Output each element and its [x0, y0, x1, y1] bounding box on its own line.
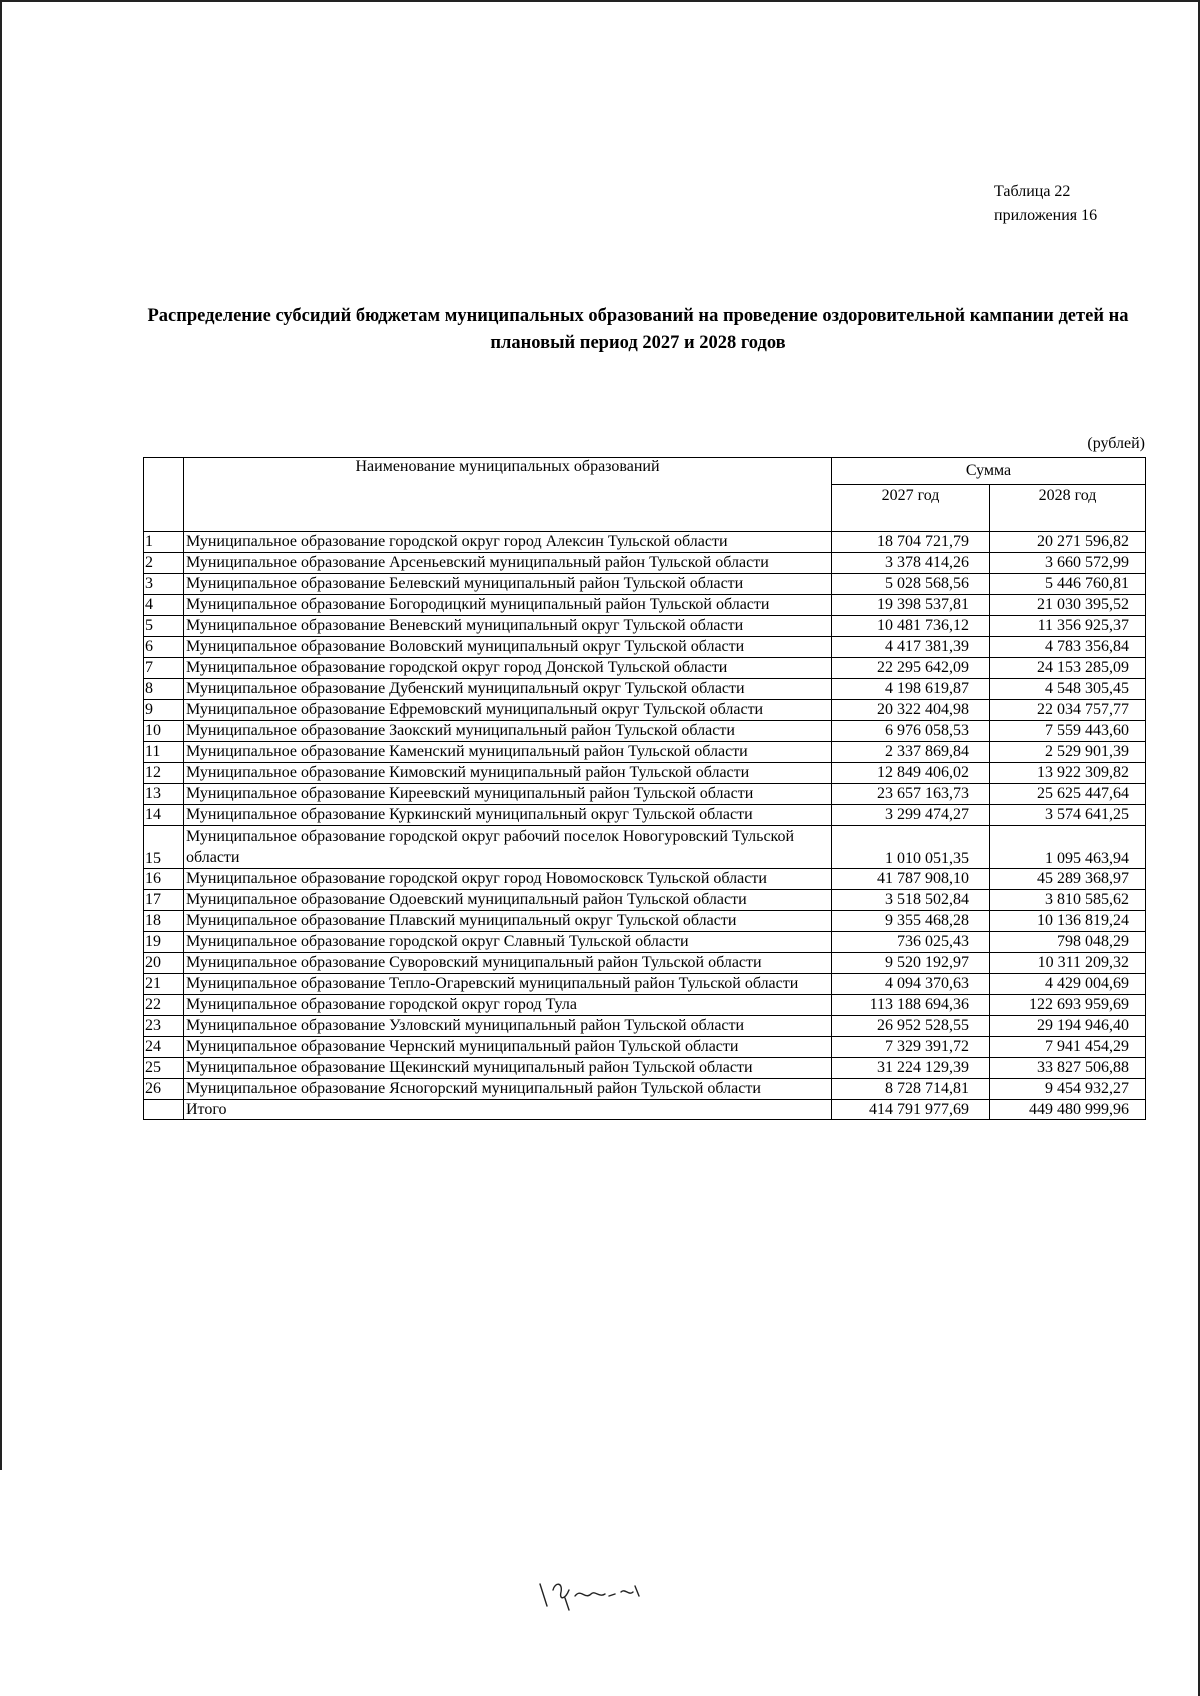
row-amount-2028: 10 311 209,32 — [990, 953, 1146, 974]
row-amount-2028: 2 529 901,39 — [990, 742, 1146, 763]
row-number: 14 — [144, 805, 184, 826]
row-amount-2028: 11 356 925,37 — [990, 616, 1146, 637]
row-number: 6 — [144, 637, 184, 658]
table-row — [144, 911, 1146, 932]
row-municipality-name: Муниципальное образование Дубенский муниципальный округ Тульской области — [184, 679, 832, 700]
table-row — [144, 553, 1146, 574]
table-number: Таблица 22 — [994, 183, 1071, 200]
row-amount-2027: 9 355 468,28 — [832, 911, 990, 932]
row-municipality-name: Муниципальное образование Ефремовский муниципальный округ Тульской области — [184, 700, 832, 721]
row-municipality-name: Муниципальное образование городской округ город Донской Тульской области — [184, 658, 832, 679]
row-number: 25 — [144, 1058, 184, 1079]
table-row — [144, 763, 1146, 784]
row-amount-2027: 9 520 192,97 — [832, 953, 990, 974]
table-row — [144, 826, 1146, 869]
total-2028: 449 480 999,96 — [990, 1100, 1146, 1120]
row-municipality-name: Муниципальное образование Заокский муниципальный район Тульской области — [184, 721, 832, 742]
row-number: 19 — [144, 932, 184, 953]
table-row — [144, 658, 1146, 679]
row-municipality-name: Муниципальное образование Арсеньевский муниципальный район Тульской области — [184, 553, 832, 574]
table-row — [144, 953, 1146, 974]
row-amount-2028: 4 783 356,84 — [990, 637, 1146, 658]
row-number: 12 — [144, 763, 184, 784]
scan-border-left — [0, 0, 2, 1470]
row-number: 1 — [144, 532, 184, 553]
row-municipality-name: Муниципальное образование Воловский муниципальный округ Тульской области — [184, 637, 832, 658]
table-row — [144, 595, 1146, 616]
row-amount-2028: 122 693 959,69 — [990, 995, 1146, 1016]
row-amount-2028: 33 827 506,88 — [990, 1058, 1146, 1079]
table-row — [144, 532, 1146, 553]
row-amount-2027: 3 299 474,27 — [832, 805, 990, 826]
table-body — [144, 532, 1146, 1100]
row-amount-2028: 29 194 946,40 — [990, 1016, 1146, 1037]
row-amount-2028: 24 153 285,09 — [990, 658, 1146, 679]
subsidy-table — [143, 457, 1146, 1120]
row-municipality-name: Муниципальное образование Чернский муниципальный район Тульской области — [184, 1037, 832, 1058]
row-municipality-name: Муниципальное образование Веневский муниципальный округ Тульской области — [184, 616, 832, 637]
row-amount-2028: 3 660 572,99 — [990, 553, 1146, 574]
row-number: 13 — [144, 784, 184, 805]
row-number: 4 — [144, 595, 184, 616]
scan-border-top — [0, 0, 1200, 2]
row-amount-2027: 4 417 381,39 — [832, 637, 990, 658]
table-row — [144, 574, 1146, 595]
row-number: 26 — [144, 1079, 184, 1100]
row-municipality-name: Муниципальное образование городской округ город Алексин Тульской области — [184, 532, 832, 553]
row-number: 17 — [144, 890, 184, 911]
table-row — [144, 637, 1146, 658]
table-row — [144, 932, 1146, 953]
table-row — [144, 974, 1146, 995]
row-amount-2028: 1 095 463,94 — [990, 826, 1146, 869]
row-municipality-name: Муниципальное образование Щекинский муниципальный район Тульской области — [184, 1058, 832, 1079]
row-municipality-name: Муниципальное образование городской округ город Новомосковск Тульской области — [184, 869, 832, 890]
row-municipality-name: Муниципальное образование Суворовский муниципальный район Тульской области — [184, 953, 832, 974]
row-amount-2028: 21 030 395,52 — [990, 595, 1146, 616]
total-2027: 414 791 977,69 — [832, 1100, 990, 1120]
table-row — [144, 869, 1146, 890]
row-amount-2028: 5 446 760,81 — [990, 574, 1146, 595]
row-municipality-name: Муниципальное образование Узловский муниципальный район Тульской области — [184, 1016, 832, 1037]
row-number: 20 — [144, 953, 184, 974]
row-number: 10 — [144, 721, 184, 742]
header-year-2028: 2028 год — [990, 485, 1146, 532]
row-amount-2028: 3 574 641,25 — [990, 805, 1146, 826]
table-row — [144, 721, 1146, 742]
table-row — [144, 890, 1146, 911]
row-number: 18 — [144, 911, 184, 932]
total-number-cell — [144, 1100, 184, 1120]
row-municipality-name: Муниципальное образование Кимовский муниципальный район Тульской области — [184, 763, 832, 784]
row-number: 23 — [144, 1016, 184, 1037]
header-sum: Сумма — [832, 458, 1146, 485]
row-amount-2027: 1 010 051,35 — [832, 826, 990, 869]
row-amount-2027: 4 198 619,87 — [832, 679, 990, 700]
row-amount-2027: 5 028 568,56 — [832, 574, 990, 595]
row-number: 9 — [144, 700, 184, 721]
row-amount-2027: 10 481 736,12 — [832, 616, 990, 637]
row-number: 7 — [144, 658, 184, 679]
row-number: 16 — [144, 869, 184, 890]
row-municipality-name: Муниципальное образование Богородицкий муниципальный район Тульской области — [184, 595, 832, 616]
row-amount-2027: 23 657 163,73 — [832, 784, 990, 805]
row-amount-2027: 20 322 404,98 — [832, 700, 990, 721]
appendix-number: приложения 16 — [994, 207, 1098, 224]
table-row — [144, 616, 1146, 637]
row-municipality-name: Муниципальное образование Одоевский муниципальный район Тульской области — [184, 890, 832, 911]
table-reference — [994, 180, 1097, 228]
row-amount-2027: 6 976 058,53 — [832, 721, 990, 742]
document-title: Распределение субсидий бюджетам муниципальных образований на проведение оздоровительной кампании детей на плановый период 2027 и 2028 годов — [147, 306, 1129, 353]
total-row — [144, 1100, 1146, 1120]
row-amount-2027: 26 952 528,55 — [832, 1016, 990, 1037]
row-amount-2027: 3 518 502,84 — [832, 890, 990, 911]
table-row — [144, 679, 1146, 700]
header-year-2027: 2027 год — [832, 485, 990, 532]
handwritten-signature — [535, 1576, 655, 1616]
row-amount-2028: 25 625 447,64 — [990, 784, 1146, 805]
row-amount-2028: 4 429 004,69 — [990, 974, 1146, 995]
row-municipality-name: Муниципальное образование городской округ город Тула — [184, 995, 832, 1016]
row-municipality-name: Муниципальное образование Плавский муниципальный округ Тульской области — [184, 911, 832, 932]
row-amount-2028: 10 136 819,24 — [990, 911, 1146, 932]
row-number: 3 — [144, 574, 184, 595]
row-municipality-name: Муниципальное образование Тепло-Огаревский муниципальный район Тульской области — [184, 974, 832, 995]
row-municipality-name: Муниципальное образование городской округ Славный Тульской области — [184, 932, 832, 953]
table-row — [144, 700, 1146, 721]
row-number: 21 — [144, 974, 184, 995]
row-amount-2028: 20 271 596,82 — [990, 532, 1146, 553]
row-amount-2028: 7 941 454,29 — [990, 1037, 1146, 1058]
row-amount-2027: 18 704 721,79 — [832, 532, 990, 553]
row-amount-2027: 12 849 406,02 — [832, 763, 990, 784]
row-municipality-name: Муниципальное образование Каменский муниципальный район Тульской области — [184, 742, 832, 763]
row-amount-2027: 22 295 642,09 — [832, 658, 990, 679]
row-number: 8 — [144, 679, 184, 700]
table-row — [144, 784, 1146, 805]
header-name: Наименование муниципальных образований — [184, 458, 832, 532]
row-municipality-name: Муниципальное образование Куркинский муниципальный округ Тульской области — [184, 805, 832, 826]
row-amount-2028: 45 289 368,97 — [990, 869, 1146, 890]
row-number: 15 — [144, 826, 184, 869]
table-row — [144, 805, 1146, 826]
row-amount-2027: 31 224 129,39 — [832, 1058, 990, 1079]
table-row — [144, 995, 1146, 1016]
row-amount-2028: 9 454 932,27 — [990, 1079, 1146, 1100]
row-number: 5 — [144, 616, 184, 637]
row-number: 2 — [144, 553, 184, 574]
row-amount-2027: 3 378 414,26 — [832, 553, 990, 574]
total-label: Итого — [184, 1100, 832, 1120]
row-amount-2027: 7 329 391,72 — [832, 1037, 990, 1058]
table-row — [144, 1037, 1146, 1058]
row-municipality-name: Муниципальное образование городской округ рабочий поселок Новогуровский Тульской области — [184, 826, 832, 869]
row-amount-2027: 8 728 714,81 — [832, 1079, 990, 1100]
table-row — [144, 742, 1146, 763]
row-amount-2027: 113 188 694,36 — [832, 995, 990, 1016]
row-amount-2028: 798 048,29 — [990, 932, 1146, 953]
row-municipality-name: Муниципальное образование Ясногорский муниципальный район Тульской области — [184, 1079, 832, 1100]
table-row — [144, 1058, 1146, 1079]
table-row — [144, 1079, 1146, 1100]
units-label: (рублей) — [1087, 435, 1145, 452]
row-number: 11 — [144, 742, 184, 763]
row-amount-2028: 7 559 443,60 — [990, 721, 1146, 742]
row-number: 24 — [144, 1037, 184, 1058]
row-amount-2027: 41 787 908,10 — [832, 869, 990, 890]
row-amount-2027: 19 398 537,81 — [832, 595, 990, 616]
row-amount-2027: 2 337 869,84 — [832, 742, 990, 763]
table-row — [144, 1016, 1146, 1037]
row-amount-2028: 13 922 309,82 — [990, 763, 1146, 784]
row-amount-2028: 3 810 585,62 — [990, 890, 1146, 911]
header-number-cell — [144, 458, 184, 532]
row-amount-2028: 22 034 757,77 — [990, 700, 1146, 721]
row-amount-2027: 736 025,43 — [832, 932, 990, 953]
row-number: 22 — [144, 995, 184, 1016]
row-amount-2027: 4 094 370,63 — [832, 974, 990, 995]
row-municipality-name: Муниципальное образование Киреевский муниципальный район Тульской области — [184, 784, 832, 805]
table-header-row — [144, 458, 1146, 485]
row-municipality-name: Муниципальное образование Белевский муниципальный район Тульской области — [184, 574, 832, 595]
row-amount-2028: 4 548 305,45 — [990, 679, 1146, 700]
